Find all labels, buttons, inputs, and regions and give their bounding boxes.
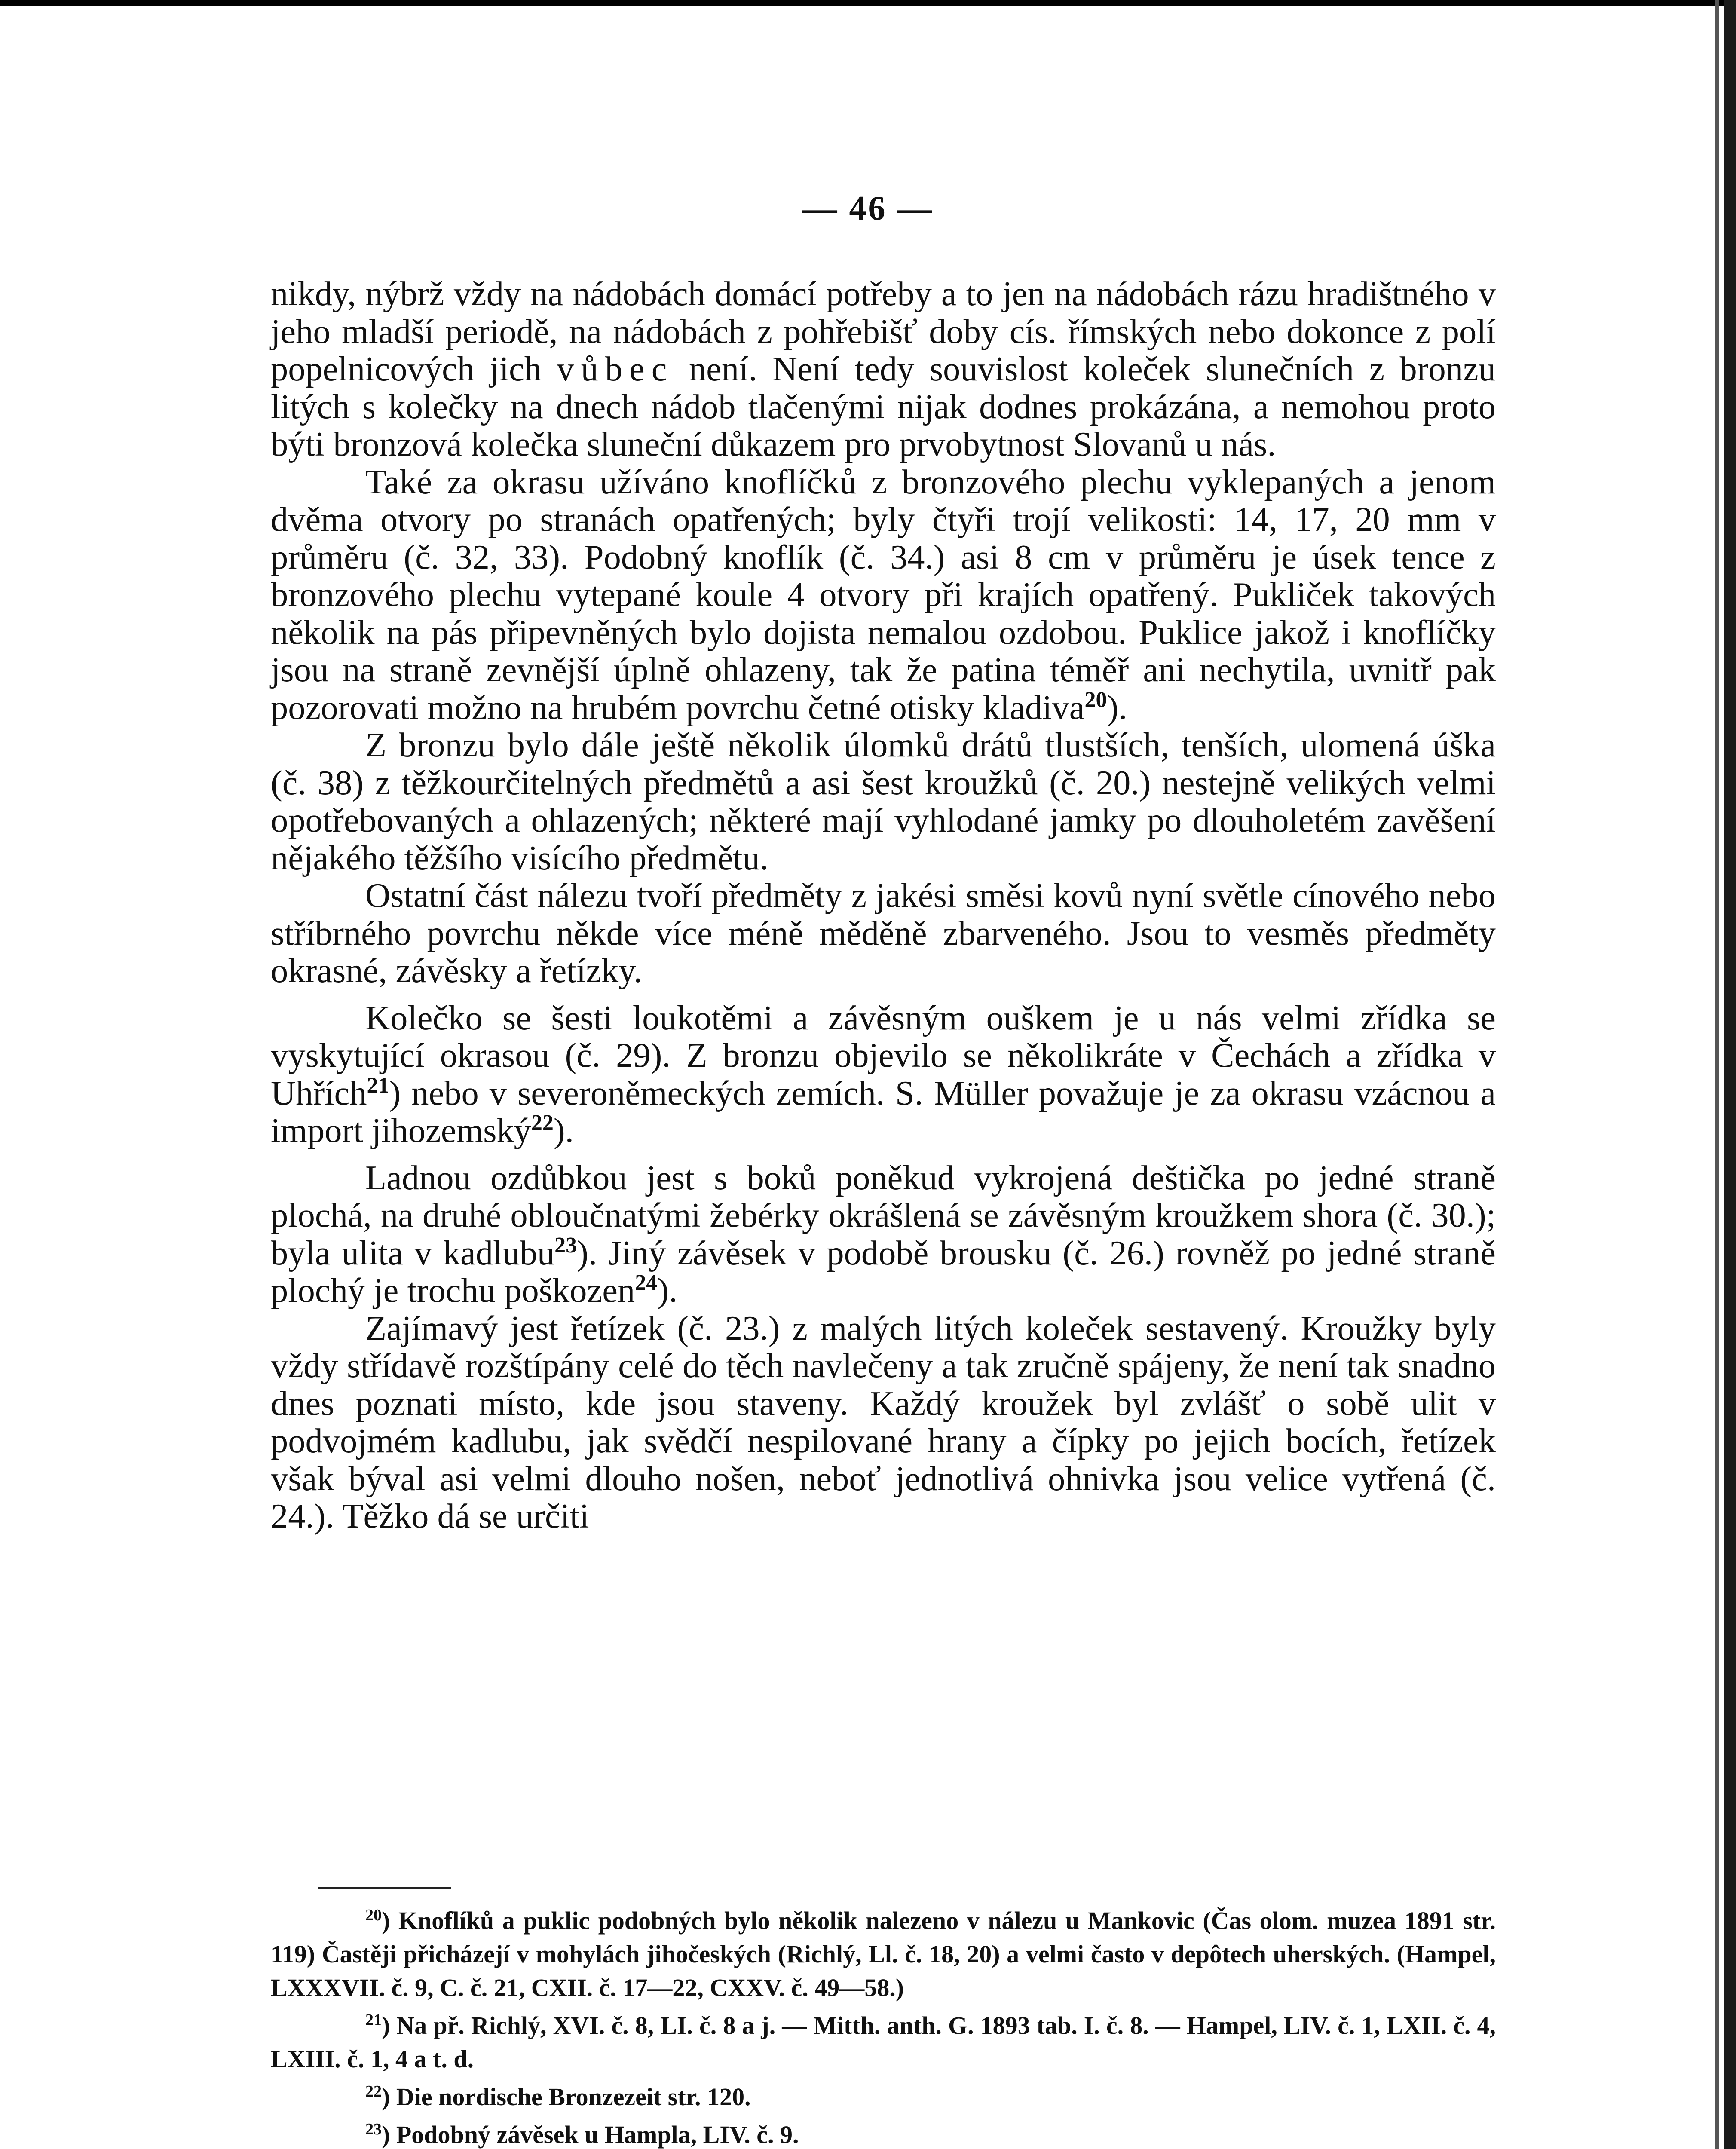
paragraph-1: nikdy, nýbrž vždy na nádobách domácí potřeby a to jen na nádobách rázu hradištného v jeho mladší periodě, na nádobách z pohřebišť doby cís. římských nebo dokonce z polí popelnicových jich vůbec není. Není tedy souvislost koleček slunečních z bronzu litých s kolečky na dnech nádob tlačenými nijak dodnes prokázána, a nemohou proto býti bronzová kolečka sluneční důkazem pro prvobytnost Slovanů u nás. bbox=[271, 275, 1496, 463]
footnote-ref-21: 21 bbox=[367, 1073, 389, 1098]
footnote-21: $^{21}$) Na př. Richlý, XVI. č. 8, LI. č. 8 a j. — Mitth. anth. G. 1893 tab. I. č. 8. — Hampel, LIV. č. 1, LXII. č. 4, LXIII. č. 1, 4 a t. d. bbox=[271, 2011, 1496, 2073]
scan-edge-right-inner bbox=[1715, 0, 1719, 2149]
paragraph-6: Ladnou ozdůbkou jest s boků poněkud vykrojená deštička po jedné straně plochá, na druhé obloučnatými žebérky okrášlená se závěsným kroužkem shora (č. 30.); byla ulita v kadlubu$^{23}$). Jiný závěsek v podobě brousku (č. 26.) rovněž po jedné straně plochý je trochu poškozen$^{24}$). bbox=[271, 1158, 1496, 1310]
footnote-23: $^{23}$) Podobný závěsek u Hampla, LIV. č. 9. bbox=[365, 2120, 799, 2149]
paragraph-5: Kolečko se šesti loukotěmi a závěsným ouškem je u nás velmi zřídka se vyskytující okrasou (č. 29). Z bronzu objevilo se několikráte v Čechách a zřídka v Uhřích$^{21}$) nebo v severoněmeckých zemích. S. Müller považuje je za okrasu vzácnou a import jihozemský$^{22}$). bbox=[271, 998, 1496, 1150]
footnote-20: $^{20}$) Knoflíků a puklic podobných bylo několik nalezeno v nálezu u Mankovic (Čas olom. muzea 1891 str. 119) Častěji přicházejí v mohylách jihočeských (Richlý, Ll. č. 18, 20) a velmi často v depôtech uherských. (Hampel, LXXXVII. č. 9, C. č. 21, CXII. č. 17—22, CXXV. č. 49—58.) bbox=[271, 1906, 1496, 2002]
footnote-22: $^{22}$) Die nordische Bronzezeit str. 120. bbox=[365, 2082, 751, 2111]
page-number: — 46 — bbox=[802, 190, 934, 227]
footnote-ref-22: 22 bbox=[531, 1111, 554, 1135]
footnote-ref-23: 23 bbox=[554, 1233, 577, 1258]
scan-edge-right bbox=[1724, 0, 1736, 2149]
scan-edge-top bbox=[0, 0, 1736, 6]
footnote-ref-20: 20 bbox=[1084, 687, 1107, 712]
footnotes bbox=[271, 1904, 1496, 2149]
paragraph-3: Z bronzu bylo dále ještě několik úlomků drátů tlustších, tenších, ulomená úška (č. 38) z těžkourčitelných předmětů a asi šest kroužků (č. 20.) nestejně velikých velmi opotřebovaných a ohlazených; některé mají vyhlodané jamky po dlouholetém zavěšení nějakého těžšího visícího předmětu. bbox=[271, 726, 1496, 877]
paragraph-7: Zajímavý jest řetízek (č. 23.) z malých litých koleček sestavený. Kroužky byly vždy střídavě rozštípány celé do těch navlečeny a tak zručně spájeny, že není tak snadno dnes poznati místo, kde jsou staveny. Každý kroužek byl zvlášť o sobě ulit v podvojmém kadlubu, jak svědčí nespilované hrany a čípky po jejich bocích, řetízek však býval asi velmi dlouho nošen, neboť jednotlivá ohnivka jsou velice vytřená (č. 24.). Těžko dá se určiti bbox=[271, 1309, 1496, 1535]
paragraph-4: Ostatní část nálezu tvoří předměty z jakési směsi kovů nyní světle cínového nebo stříbrného povrchu někde více méně měděně zbarveného. Jsou to vesměs předměty okrasné, závěsky a řetízky. bbox=[271, 876, 1496, 990]
footnote-ref-24: 24 bbox=[635, 1270, 658, 1295]
footnote-rule bbox=[318, 1887, 451, 1889]
body-text bbox=[271, 275, 1496, 1535]
paragraph-2: Také za okrasu užíváno knoflíčků z bronzového plechu vyklepaných a jenom dvěma otvory po stranách opatřených; byly čtyři trojí velikosti: 14, 17, 20 mm v průměru (č. 32, 33). Podobný knoflík (č. 34.) asi 8 cm v průměru je úsek tence z bronzového plechu vytepané koule 4 otvory při krajích opatřený. Pukliček takových několik na pás připevněných bylo dojista nemalou ozdobou. Puklice jakož i knoflíčky jsou na straně zevnější úplně ohlazeny, tak že patina téměř ani nechytila, uvnitř pak pozorovati možno na hrubém povrchu četné otisky kladiva$^{20}$). bbox=[271, 462, 1496, 727]
